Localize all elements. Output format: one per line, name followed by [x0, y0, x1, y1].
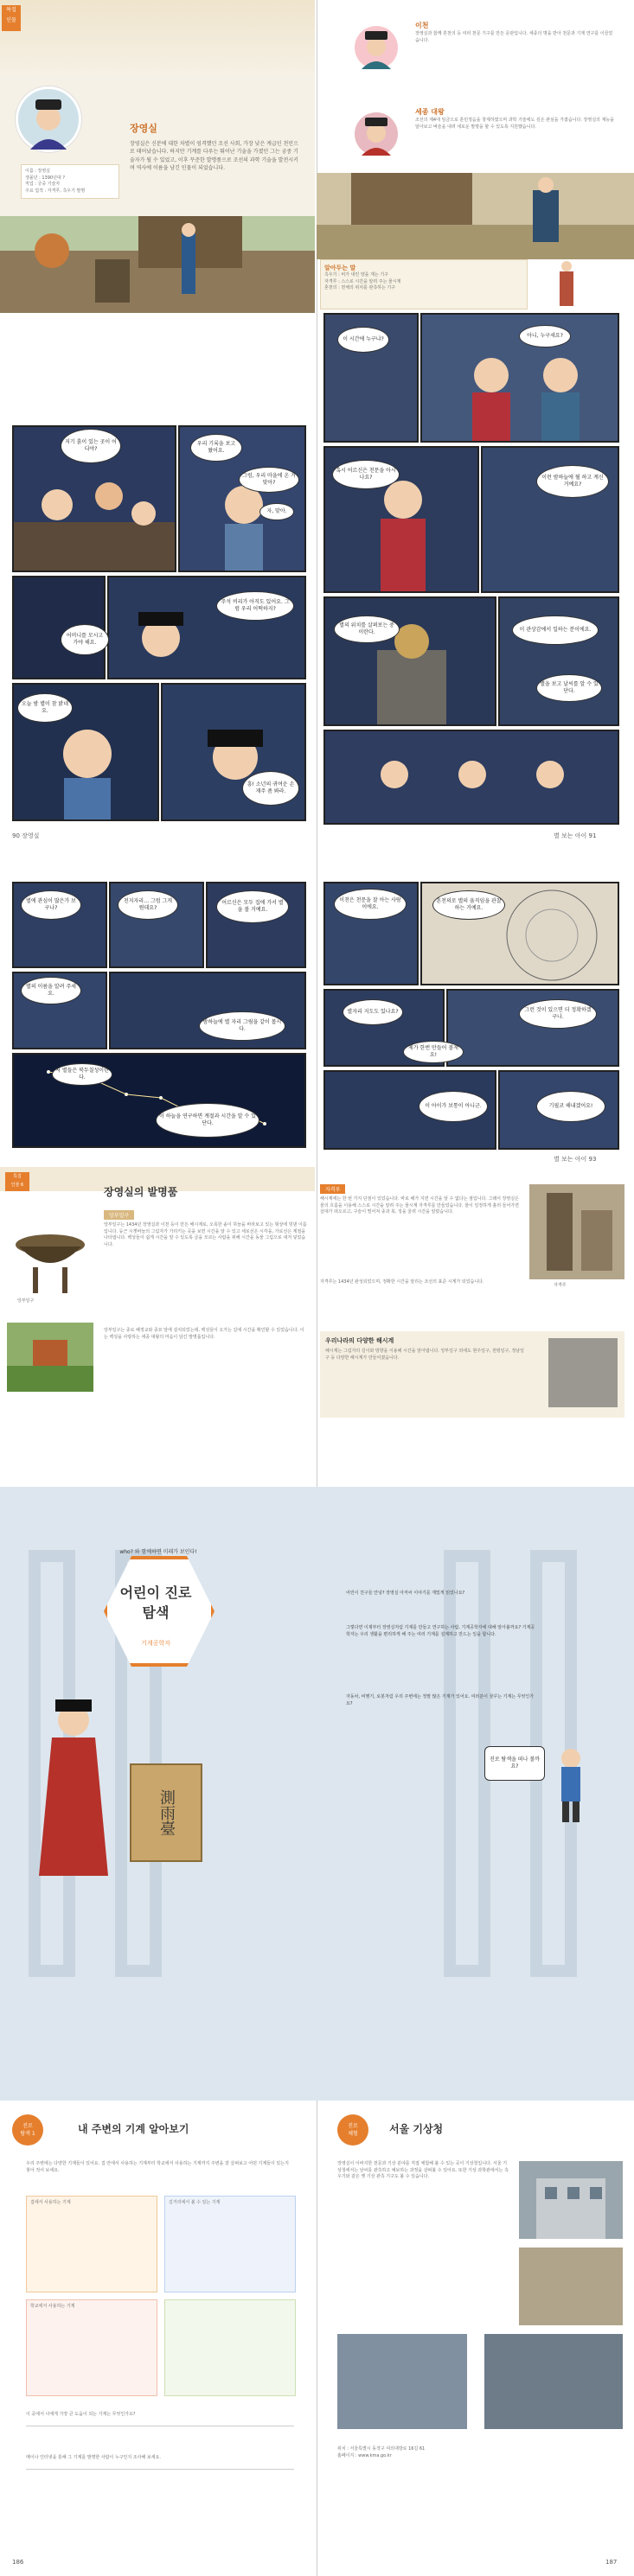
- bubble-l6: 오늘 밤 별이 참 밝네요.: [17, 693, 73, 723]
- spread-intro: [0, 0, 634, 313]
- sub-heading-1: 앙부일구: [104, 1210, 134, 1220]
- bubble-r4: 별의 위치를 살펴보는 중이란다.: [334, 615, 400, 643]
- p1-desc: 장영실은 신분에 대한 차별이 엄격했던 조선 사회, 가장 낮은 계급인 천민으로 태어났습니다. 하지만 기계를 다루는 뛰어난 기술을 가졌던 그는 궁중 기술자가 될 수 있었고, 이후 꾸준한 발명품으로 조선의 과학 기술을 발전시키며 역사에 이름을 남긴 인물이 되었습니다.: [130, 141, 298, 171]
- kid-figure: [554, 1746, 588, 1824]
- p1-info-list: [21, 164, 119, 199]
- career-speech: 진로 탐색을 떠나 볼까요?: [484, 1746, 545, 1781]
- bubble-r2: 혹시 어르신은 천문을 아시나요?: [332, 460, 400, 489]
- panel-l4: [107, 576, 306, 679]
- activity-intro: 우리 주변에는 다양한 기계들이 있어요. 집 안에서 사용하는 기계부터 학교에서 사용하는 기계까지 주변을 잘 살펴보고 어떤 기계들이 있는지 찾아 적어 보세요.: [26, 2161, 289, 2173]
- box-school[interactable]: [26, 2299, 157, 2396]
- workshop-illustration: [0, 216, 315, 313]
- bubble-r1: 아니, 누구세요?: [519, 325, 571, 348]
- page-number-right-2: 별 보는 아이 93: [554, 1156, 597, 1163]
- body-4: 자격루는 1434년 완성되었으며, 정확한 시간을 알리는 조선의 표준 시계가 되었습니다.: [320, 1279, 484, 1285]
- career-body: 그렇다면 이제부터 장영실처럼 기계를 만들고 연구하는 사람, 기계공학자에 대해 알아볼까요? 기계공학자는 우리 생활을 편리하게 해 주는 여러 기계를 설계하고 만드는 일을 합니다.: [346, 1625, 535, 1637]
- water-clock-photo: [529, 1184, 624, 1279]
- question-2: 메이나 인터넷을 통해 그 기계를 발명한 사람이 누구인지 조사해 보세요.: [26, 2455, 161, 2460]
- portrait-sejong-icon: [355, 112, 398, 156]
- box-street[interactable]: [164, 2196, 296, 2292]
- career-intro: [0, 1487, 634, 2101]
- p3-name: 세종 대왕: [415, 108, 445, 116]
- who-title: 우리나라의 다양한 해시계: [325, 1337, 394, 1344]
- scholar-figure: [26, 1694, 121, 1876]
- sundial-icon: [7, 1219, 93, 1297]
- activity-title-1: 내 주변의 기계 알아보기: [78, 2123, 189, 2135]
- caption-1: 앙부일구: [17, 1298, 35, 1304]
- bubble-r0: 이 시간에 누구냐?: [337, 327, 389, 353]
- bubble-l0: 저기 흙이 있는 곳이 어디야?: [61, 429, 121, 463]
- courtyard-scene-icon: [317, 173, 634, 259]
- bubble-c5: 저 별들은 북두칠성이란다.: [52, 1063, 112, 1086]
- kma-photo-2: [519, 2248, 623, 2325]
- box-extra[interactable]: [164, 2299, 296, 2396]
- portrait-icheon-icon: [355, 26, 398, 69]
- bubble-l7: 흥! 소년의 귀여운 손재주 좀 봐라.: [242, 771, 299, 806]
- bubble-d4: 제가 한번 만들어 볼게요!: [403, 1041, 464, 1063]
- kma-photo-3: [337, 2334, 467, 2429]
- page-number-187: 187: [605, 2559, 618, 2566]
- sundial-statue: [548, 1338, 618, 1407]
- courtyard-illustration: [317, 173, 634, 259]
- scholar-icon: [26, 1694, 121, 1876]
- inventions-title: 장영실의 발명품: [104, 1186, 178, 1198]
- activity-title-2: 서울 기상청: [389, 2123, 444, 2135]
- bubble-d2: 별자리 지도도 있나요?: [343, 999, 403, 1025]
- bubble-d0: 이천은 천문을 잘 아는 사람이에요.: [334, 889, 407, 920]
- standing-figure-icon: [554, 259, 580, 311]
- world-map: [0, 0, 315, 78]
- bubble-c3: 별의 이름을 알려 주세요.: [21, 977, 81, 1004]
- box-home-label: 집에서 사용하는 기계: [30, 2200, 71, 2205]
- standing-figure: [554, 259, 580, 311]
- sundial-photo: [7, 1219, 93, 1297]
- portrait-icheon: [355, 26, 398, 69]
- portrait-sejong: [355, 112, 398, 156]
- bubble-d1: 혼천의로 별의 움직임을 관찰하는 거예요.: [432, 890, 505, 920]
- bubble-r5: 이 관상감에서 일하는 분이에요.: [512, 615, 599, 645]
- p1-name: 장영실: [130, 123, 157, 134]
- kma-photo-4: [484, 2334, 623, 2429]
- garden-photo: [7, 1323, 93, 1392]
- water-clock-icon: [529, 1184, 624, 1279]
- stamp-plaque: 測雨臺: [130, 1763, 202, 1862]
- note-item-2: 혼천의 : 천체의 위치를 관측하는 기구: [324, 285, 396, 290]
- hat-man-icon: [109, 577, 306, 679]
- kma-info: 위치 : 서울특별시 동작구 여의대방로 16길 61 홈페이지 : www.kma.go.kr: [337, 2446, 426, 2458]
- bubble-l3: 자, 맞아.: [259, 503, 294, 520]
- panel-d4: [446, 989, 619, 1067]
- kma-body: 장영실이 이바지한 천문과 기상 분야를 직접 체험해 볼 수 있는 곳이 기상청입니다. 서울 기상청에서는 날씨를 관측하고 예보하는 과정을 살펴볼 수 있어요. 또한 기상 과학관에서는 측우기와 같은 옛 기상 관측 기구도 볼 수 있습니다.: [337, 2161, 509, 2179]
- note-box: [320, 259, 528, 309]
- panel-r7: [323, 730, 619, 825]
- career-series: who? 와 함께하면 미래가 보인다!: [119, 1549, 197, 1555]
- who-body: 해시계는 그림자의 길이와 방향을 이용해 시간을 알아냅니다. 앙부일구 외에도 현주일구, 천평일구, 정남일구 등 다양한 해시계가 만들어졌습니다.: [325, 1349, 524, 1361]
- kma-photo-1: [519, 2161, 623, 2239]
- box-home[interactable]: [26, 2196, 157, 2292]
- bubble-l5: 주석 비리가 아직도 있어요. 그럼 우리 어떡하지?: [216, 591, 294, 621]
- career-body-2: 자동차, 비행기, 로봇처럼 우리 주변에는 정말 많은 기계가 있어요. 여러분이 꿈꾸는 기계는 무엇인가요?: [346, 1694, 535, 1706]
- bubble-l1: 우리 기록을 보고 왔어요.: [190, 434, 242, 462]
- note-title: 알아두는 말: [324, 265, 356, 271]
- inventions-spread: [0, 1167, 634, 1487]
- p2-desc: 장영실과 함께 혼천의 등 여러 천문 기구를 만든 문관입니다. 세종의 명을 받아 천문과 기계 연구를 이끌었습니다.: [415, 31, 613, 43]
- kid-icon: [554, 1746, 588, 1824]
- career-intro-text: 어린이 친구들 안녕? 장영실 아저씨 이야기를 재밌게 읽었나요?: [346, 1591, 465, 1596]
- bubble-c0: 별에 관심이 많은가 보구나?: [21, 890, 81, 920]
- bubble-l4: 어머니를 모시고 가야 해요.: [61, 624, 109, 655]
- bubble-d3: 그런 것이 있으면 더 정확하겠구나.: [519, 999, 597, 1029]
- comic-spread-1: [0, 313, 634, 847]
- p3-desc: 조선의 제4대 임금으로 훈민정음을 창제하였으며 과학 기술에도 깊은 관심을 가졌습니다. 장영실의 재능을 알아보고 벼슬을 내려 새로운 발명을 할 수 있도록 지원했습니다.: [415, 118, 614, 130]
- bubble-c6: 이 하늘을 연구하면 계절과 시간을 알 수 있단다.: [156, 1103, 259, 1138]
- note-item-0: 측우기 : 비가 내린 양을 재는 기구: [324, 272, 389, 277]
- workshop-scene-icon: [0, 216, 315, 313]
- activity-tag-2: 진로 체험: [337, 2114, 368, 2146]
- who-box: [320, 1331, 624, 1418]
- bubble-c4: 밤하늘에 별 자리 그림을 같이 봅시다.: [199, 1011, 285, 1041]
- note-item-1: 자격루 : 스스로 시간을 알려 주는 물시계: [324, 278, 401, 284]
- p1-info-2: 직업 : 궁중 기술자: [25, 182, 61, 187]
- panel-c5: [109, 972, 306, 1049]
- page-number-186: 186: [12, 2559, 24, 2566]
- p2-name: 이천: [415, 22, 429, 29]
- bubble-l2: 그럼, 우리 마을에 온 거 맞아?: [239, 467, 299, 493]
- page-number-left: 90 장영실: [12, 832, 40, 839]
- page-number-right: 별 보는 아이 91: [554, 832, 597, 839]
- box-street-label: 길거리에서 볼 수 있는 기계: [169, 2200, 221, 2205]
- bubble-r3: 이런 밤하늘에 뭘 하고 계신 거예요?: [536, 465, 609, 498]
- comic-spread-2: [0, 847, 634, 1167]
- portrait-jang: [16, 86, 81, 152]
- body-1: 앙부일구는 1434년 장영실과 이천 등이 만든 해시계로, 오목한 솥이 하늘을 바라보고 있는 형상에 빗댄 이름입니다. 둥근 시곗바늘의 그림자가 가리키는 곳을 보면 시간을 알 수 있고 세로선은 시각을, 가로선은 계절을 나타냅니다. 백성들이 쉽게 시간을 알 수 있도록 글을 모르는 사람을 위해 시간을 동물 그림으로 새겨 넣었습니다.: [104, 1222, 307, 1247]
- body-3: 해시계에는 한 번 가지 단점이 있었습니다. 바로 해가 지면 시간을 알 수 없다는 점입니다. 그래서 장영실은 물의 흐름을 이용해 스스로 시간을 알려 주는 물시계 자격루를 만들었습니다. 물이 일정하게 흘러 들어가면 살대가 떠오르고, 구슬이 떨어져 종과 북, 징을 울려 시간을 알렸습니다.: [320, 1196, 519, 1215]
- panel-r5: [323, 596, 496, 726]
- body-2: 앙부일구는 종로 혜정교와 종묘 앞에 설치되었는데, 백성들이 오가는 길에 시간을 확인할 수 있었습니다. 이는 백성을 사랑하는 세종 대왕의 마음이 담긴 발명품입니다.: [104, 1328, 304, 1340]
- question-1: 이 중에서 나에게 가장 큰 도움이 되는 기계는 무엇인가요?: [26, 2412, 136, 2417]
- section-tag-6: 특집 인물 6: [5, 1172, 29, 1191]
- garden-icon: [7, 1323, 93, 1392]
- career-title: 어린이 진로 탐색: [119, 1584, 192, 1621]
- bubble-d5: 이 아이가 보통이 아니군.: [419, 1091, 488, 1122]
- bubble-c2: 어르신은 모두 집에 가서 별을 볼 거예요.: [216, 890, 289, 923]
- box-school-label: 학교에서 사용하는 기계: [30, 2304, 75, 2309]
- group-scene-icon: [325, 731, 619, 825]
- answer-line-2[interactable]: [26, 2469, 294, 2470]
- bubble-r6: 별을 보고 날씨를 알 수 있단다.: [536, 674, 602, 702]
- career-job: 기계공학자: [141, 1640, 170, 1647]
- activity-tag-1: 진로 탐색 1: [12, 2114, 43, 2146]
- bubble-d6: 기필코 해내겠어요!: [536, 1091, 605, 1122]
- p1-info-0: 이름 : 장영실: [25, 169, 51, 174]
- sub-heading-2: 자격루: [320, 1184, 345, 1194]
- career-activities: [0, 2101, 634, 2576]
- section-tag: 특집 인물: [2, 5, 21, 31]
- kma-building-icon: [519, 2161, 623, 2239]
- p1-info-3: 주요 업적 : 자격루, 측우기 발명: [25, 188, 86, 194]
- bubble-c1: 천지자리… 그럼 그게 뭔데요?: [118, 890, 178, 920]
- portrait-jang-icon: [18, 89, 79, 150]
- p1-info-1: 생몰년 : 1390년대 ?: [25, 175, 65, 181]
- caption-2: 자격루: [554, 1283, 567, 1288]
